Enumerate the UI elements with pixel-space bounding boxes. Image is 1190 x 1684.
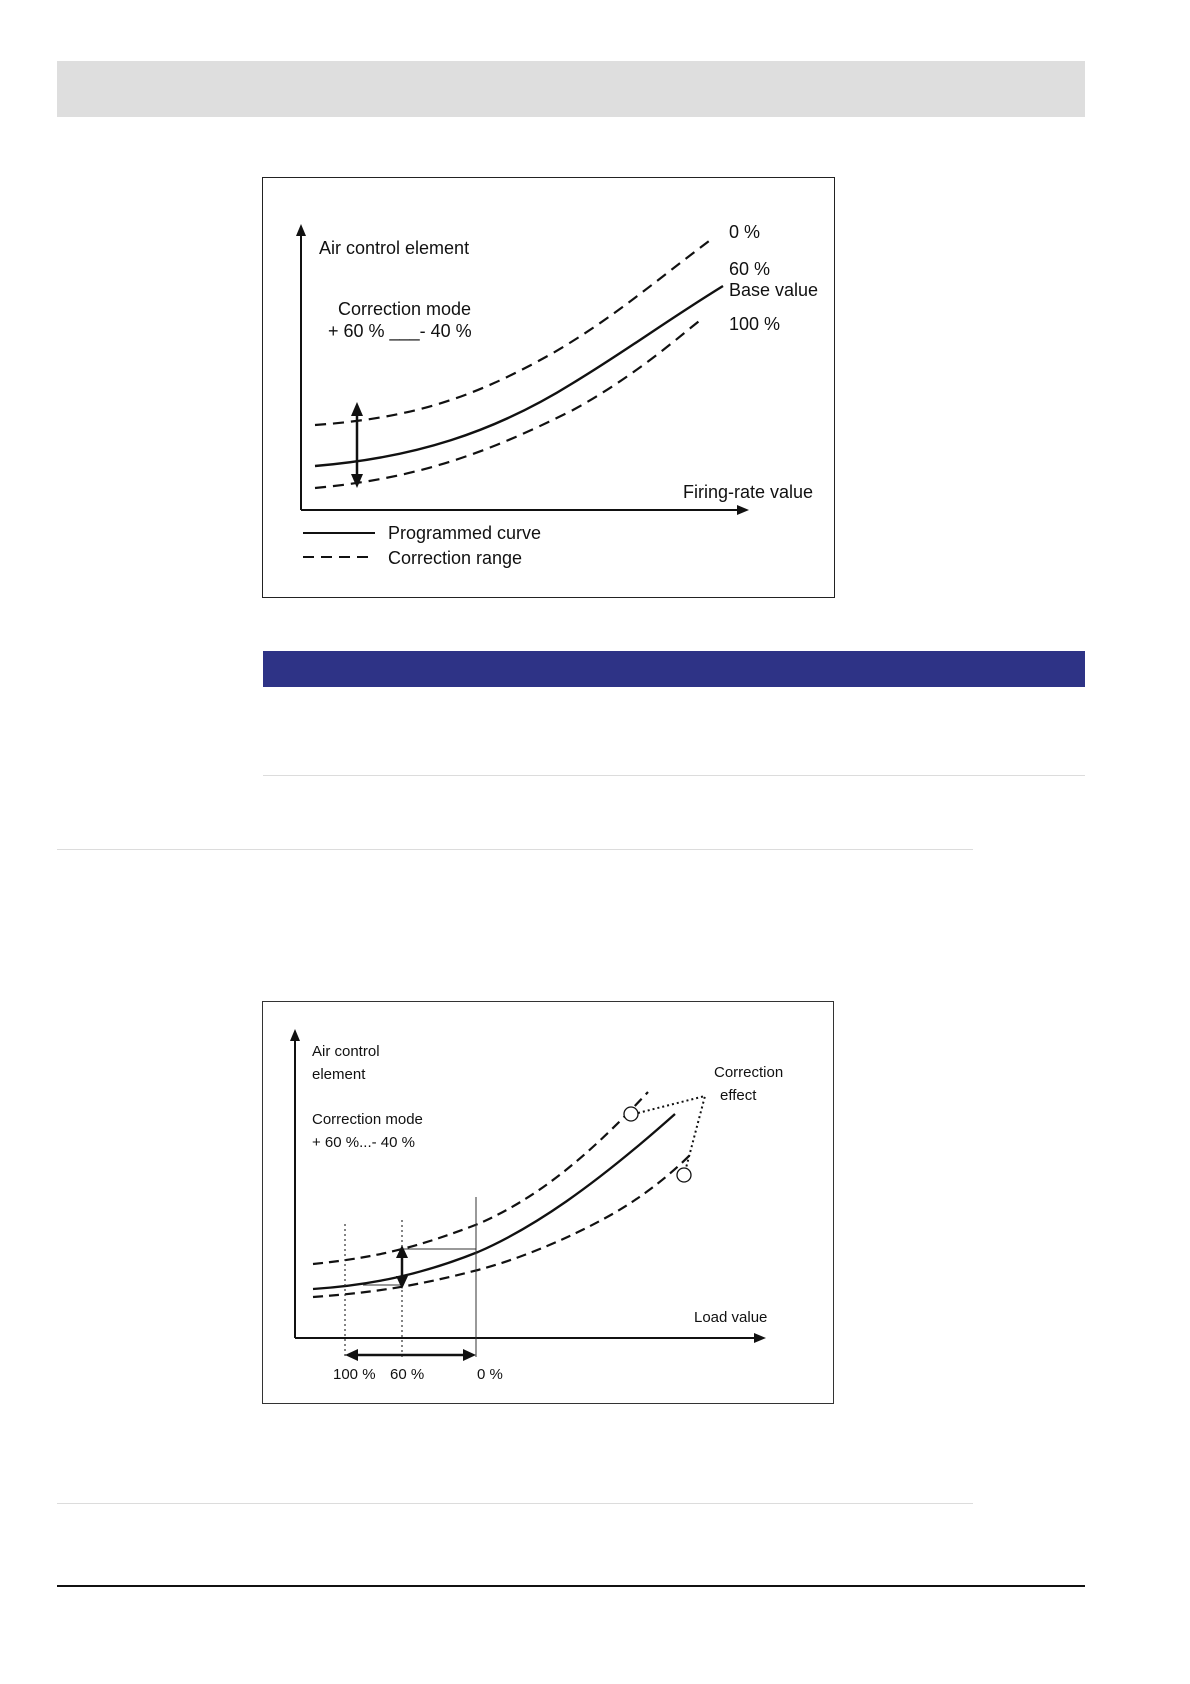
x-axis-label: Firing-rate value	[683, 482, 814, 502]
correction-curve-lower	[315, 318, 703, 488]
footer-rule	[57, 1585, 1085, 1587]
curve-label-base: Base value	[729, 280, 819, 300]
correction-mode-title: Correction mode	[312, 1111, 423, 1128]
section-divider	[57, 1503, 973, 1504]
load-tick-60: 60 %	[390, 1366, 425, 1383]
curve-label-100: 100 %	[729, 314, 781, 334]
arrow-up-icon	[351, 402, 363, 416]
arrow-left-icon	[345, 1349, 358, 1361]
y-axis-arrow-icon	[296, 224, 306, 236]
x-axis-arrow-icon	[754, 1333, 766, 1343]
y-axis-label-line2: element	[312, 1066, 366, 1083]
y-axis-arrow-icon	[290, 1029, 300, 1041]
correction-mode-title: Correction mode	[338, 299, 472, 319]
correction-mode-range: + 60 % ___- 40 %	[328, 321, 472, 341]
correction-point-lower	[677, 1168, 691, 1182]
figure-correction-effect-diagram	[263, 1002, 833, 1403]
section-divider	[263, 775, 1085, 776]
arrow-right-icon	[463, 1349, 476, 1361]
load-tick-0: 0 %	[477, 1366, 503, 1383]
note-header-bar	[263, 651, 1085, 687]
section-divider	[57, 849, 973, 850]
curve-label-0: 0 %	[729, 222, 761, 242]
correction-effect-label-line1: Correction	[714, 1064, 784, 1081]
x-axis-label: Load value	[694, 1309, 768, 1326]
y-axis-label: Air control element	[319, 238, 470, 258]
arrow-down-icon	[351, 474, 363, 488]
correction-curve-lower	[313, 1154, 691, 1297]
correction-effect-label-line2: effect	[720, 1087, 757, 1104]
correction-mode-range: + 60 %...- 40 %	[312, 1134, 415, 1151]
load-tick-100: 100 %	[333, 1366, 376, 1383]
correction-effect-pointer	[638, 1096, 705, 1168]
figure-correction-effect	[262, 1001, 834, 1404]
legend-programmed-curve: Programmed curve	[388, 523, 542, 543]
page-header-bar	[57, 61, 1085, 117]
curve-label-60: 60 %	[729, 259, 771, 279]
figure-correction-range	[262, 177, 835, 598]
x-axis-arrow-icon	[737, 505, 749, 515]
correction-point-upper	[624, 1107, 638, 1121]
arrow-up-icon	[396, 1245, 408, 1258]
y-axis-label-line1: Air control	[312, 1043, 380, 1060]
figure-correction-range-diagram	[263, 178, 834, 597]
legend-correction-range: Correction range	[388, 548, 523, 568]
